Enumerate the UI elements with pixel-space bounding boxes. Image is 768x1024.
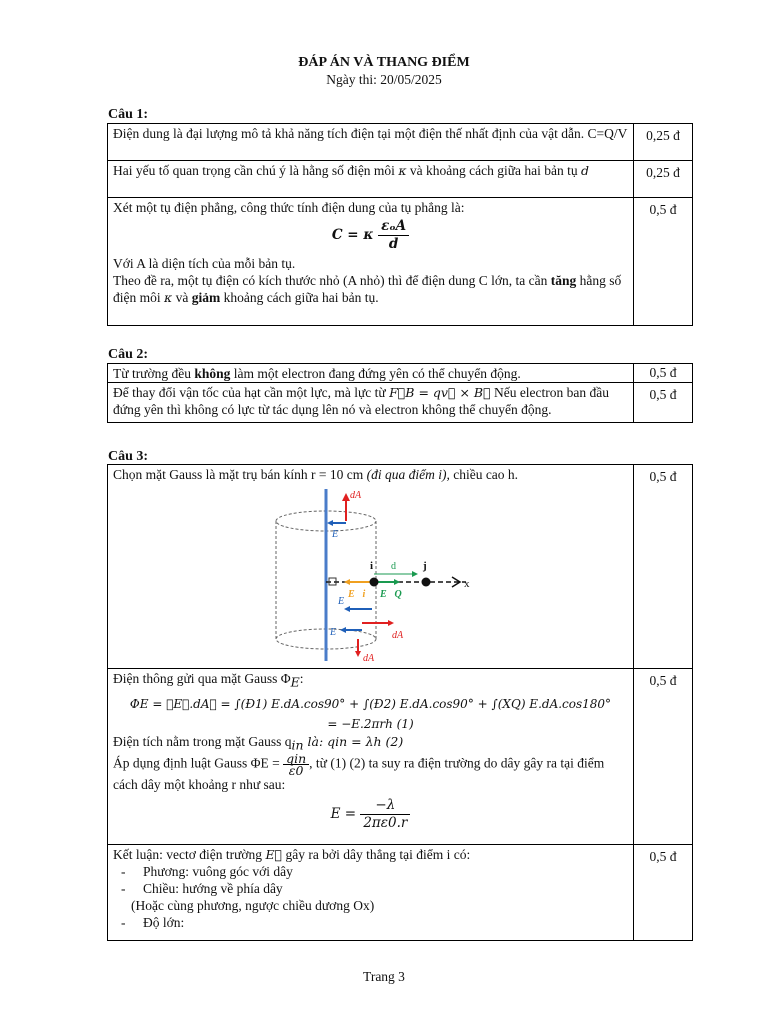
score-cell: 0,5 đ (634, 845, 693, 941)
table-row (108, 669, 693, 845)
dA-label-side: dA⃗ (391, 630, 411, 641)
table-row (108, 845, 693, 941)
gauss-law-text: Áp dụng định luật Gauss ΦE = $\frac{\text{qin}}{\varepsilon 0}$ , từ (1) (2) ta suy ra điện trường do dây gây ra tại điểm cách dây một khoảng r như sau: (113, 751, 605, 793)
score-cell: 0,5 đ (634, 364, 693, 383)
question-2-heading: Câu 2: (108, 347, 149, 362)
question-3-heading: Câu 3: (108, 449, 149, 464)
lorentz-force-formula: F⃗B = qv⃗ × B⃗ (389, 385, 491, 400)
answer-text (108, 845, 634, 941)
gauss-surface-text: Chọn mặt Gauss là mặt trụ bán kính r = 10 cm (đi qua điểm i), chiều cao h. (113, 467, 519, 482)
EQ-label: E⃗Q (379, 589, 402, 600)
answer-text: Từ trường đều không làm một electron đang đứng yên có thể chuyển động. (108, 364, 634, 383)
point-j-label: j (422, 560, 427, 572)
score-cell: 0,5 đ (634, 465, 693, 669)
E-label-bottom: E⃗ (329, 627, 344, 638)
dA-label-bottom: dA⃗ (362, 653, 382, 664)
answer-text (108, 465, 634, 669)
conclusion-list-2 (113, 914, 628, 931)
answer-text: Hai yếu tố quan trọng cần chú ý là hằng số điện môi κ và khoảng cách giữa hai bản tụ d (108, 161, 634, 198)
capacitor-conclusion: Theo đề ra, một tụ điện có kích thước nhỏ (A nhỏ) thì để điện dung C lớn, ta cần tăng hằng số điện môi κ và giảm khoảng cách giữa hai bản tụ. (113, 273, 622, 305)
answer-text: Điện dung là đại lượng mô tả khả năng tích điện tại một điện thế nhất định của vật dẫn. C=Q/V (108, 124, 634, 161)
table-row (108, 383, 693, 423)
cylinder-diagram (266, 489, 476, 664)
list-item: - Độ lớn: (143, 914, 628, 931)
score-cell: 0,5 đ (634, 383, 693, 423)
flux-result: = −E.2πrh (1) (327, 716, 414, 731)
question-3-table (107, 464, 693, 941)
Ei-label: E⃗i (347, 589, 365, 600)
E-label-middle: E⃗ (337, 596, 352, 607)
point-i (369, 578, 378, 587)
distance-label: d (390, 561, 396, 572)
flux-intro: Điện thông gửi qua mặt Gauss $\Phi_E$: (113, 671, 304, 690)
gauss-cylinder-figure (113, 489, 628, 668)
capacitance-formula: C = κ $\frac{\text{εₒA}}{d}$ (113, 218, 628, 253)
score-cell: 0,25 đ (634, 161, 693, 198)
enclosed-charge: Điện tích nằm trong mặt Gauss $q_{in}$ là: qin = λh (2) (113, 733, 404, 753)
point-i-label: i (369, 560, 373, 572)
capacitor-intro: Xét một tụ điện phẳng, công thức tính điện dung của tụ phẳng là: (113, 200, 465, 215)
answer-text (108, 669, 634, 845)
conclusion-text: Kết luận: vectơ điện trường E⃗ gây ra bởi dây thẳng tại điểm i có: (113, 847, 471, 862)
table-row (108, 124, 693, 161)
page-title: ĐÁP ÁN VÀ THANG ĐIỂM (298, 55, 470, 70)
list-item: - Phương: vuông góc với dây (143, 863, 628, 880)
field-result: E = $\frac{-\lambda}{2\pi\varepsilon 0.r}$ (113, 797, 628, 832)
x-axis-label: x (463, 578, 469, 590)
score-cell: 0,5 đ (634, 198, 693, 326)
score-cell: 0,5 đ (634, 669, 693, 845)
point-j (421, 578, 430, 587)
list-item: - Chiều: hướng về phía dây (143, 880, 628, 897)
page-number: Trang 3 (363, 969, 405, 984)
flux-equation: ΦE = ∮E⃗.dA⃗ = ∫(Đ1) E.dA.cos90° + ∫(Đ2) E.dA.cos90° + ∫(XQ) E.dA.cos180° (129, 696, 612, 711)
table-row (108, 364, 693, 383)
table-row (108, 161, 693, 198)
table-row (108, 198, 693, 326)
question-2-table (107, 363, 693, 423)
table-row (108, 465, 693, 669)
question-1-heading: Câu 1: (108, 107, 149, 122)
answer-text: Để thay đổi vận tốc của hạt cần một lực, mà lực từ F⃗B = qv⃗ × B⃗ Nếu electron ban đầu đứng yên thì không có lực từ tác dụng lên nó và electron không thể chuyển động. (108, 383, 634, 423)
question-1-table (107, 123, 693, 326)
E-label-top: E⃗ (331, 529, 346, 540)
conclusion-note: (Hoặc cùng phương, ngược chiều dương Ox) (131, 898, 375, 913)
score-cell: 0,25 đ (634, 124, 693, 161)
area-note: Với A là diện tích của mỗi bản tụ. (113, 256, 296, 271)
dA-label-top: dA⃗ (349, 490, 369, 501)
answer-text (108, 198, 634, 326)
conclusion-list (113, 863, 628, 897)
exam-date: Ngày thi: 20/05/2025 (326, 72, 442, 87)
